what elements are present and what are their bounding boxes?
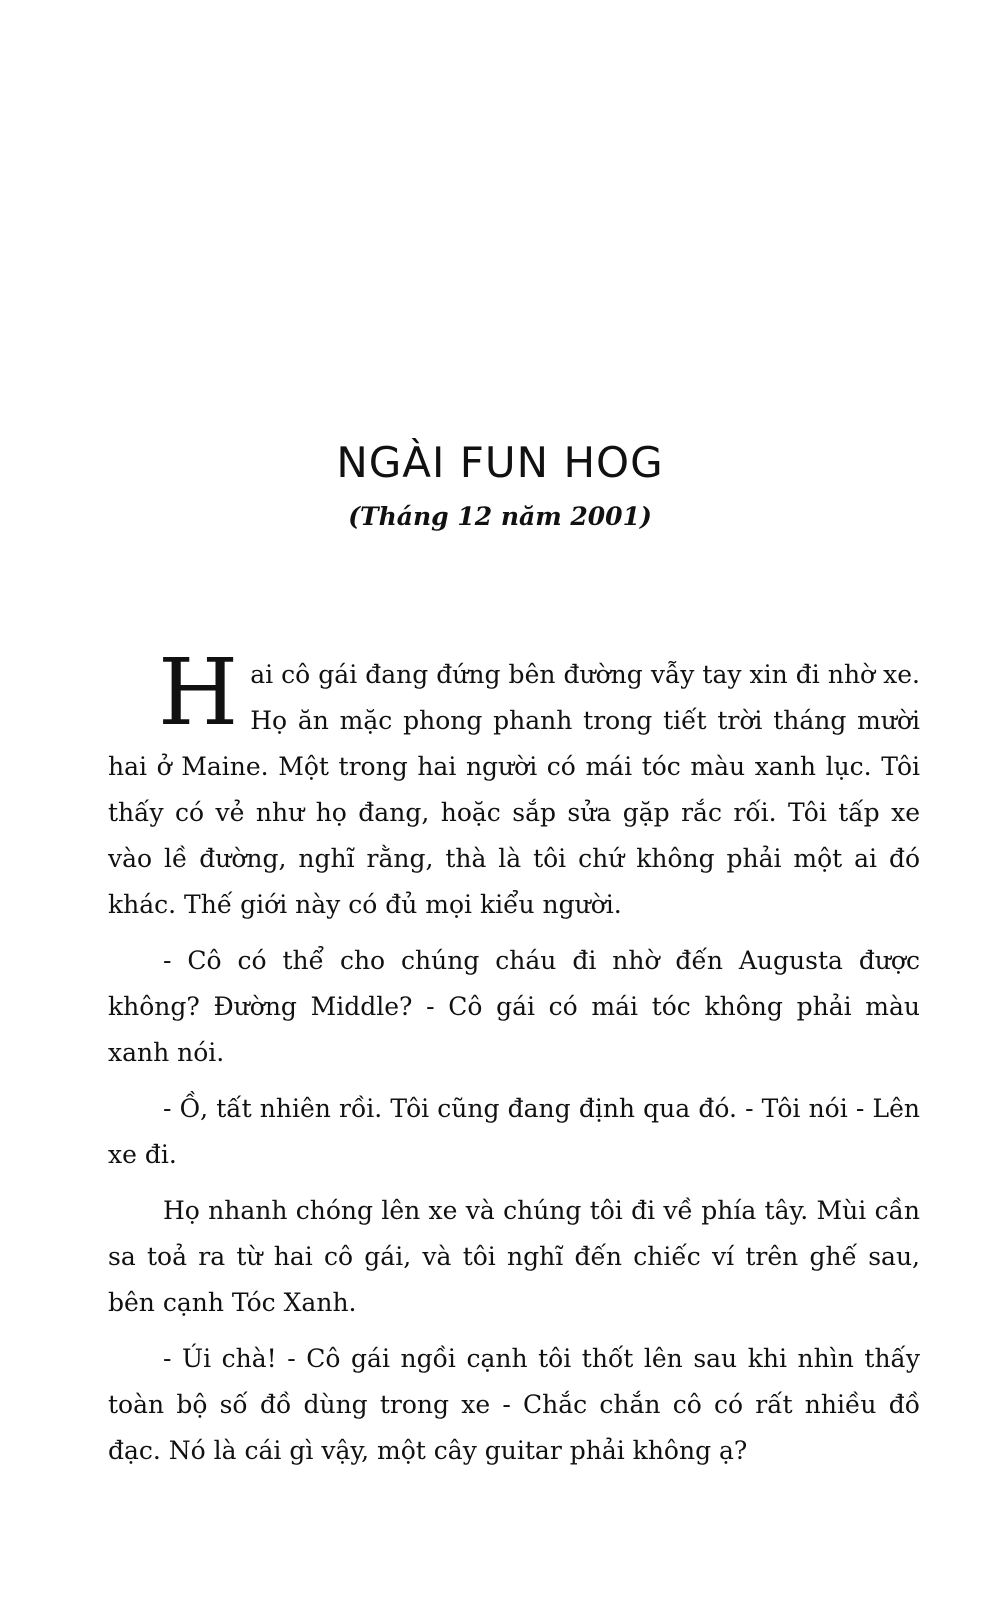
- paragraph: - Úi chà! - Cô gái ngồi cạnh tôi thốt lên sau khi nhìn thấy toàn bộ số đồ dùng trong xe - Chắc chắn cô có rất nhiều đồ đạc. Nó là cái gì vậy, một cây guitar phải không ạ?: [108, 1344, 920, 1465]
- paragraph: - Ồ, tất nhiên rồi. Tôi cũng đang định qua đó. - Tôi nói - Lên xe đi.: [108, 1094, 920, 1169]
- paragraph: Họ nhanh chóng lên xe và chúng tôi đi về phía tây. Mùi cần sa toả ra từ hai cô gái, và tôi nghĩ đến chiếc ví trên ghế sau, bên cạnh Tóc Xanh.: [108, 1196, 920, 1317]
- chapter-body: [108, 639, 920, 1484]
- chapter-date: (Tháng 12 năm 2001): [348, 502, 652, 531]
- drop-cap: H: [158, 639, 239, 746]
- paragraph: - Cô có thể cho chúng cháu đi nhờ đến Augusta được không? Đường Middle? - Cô gái có mái tóc không phải màu xanh nói.: [108, 946, 920, 1067]
- chapter-title: NGÀI FUN HOG: [336, 438, 664, 487]
- opening-paragraph: [108, 639, 920, 928]
- opening-paragraph-text: ai cô gái đang đứng bên đường vẫy tay xin đi nhờ xe. Họ ăn mặc phong phanh trong tiết trời tháng mười hai ở Maine. Một trong hai người có mái tóc màu xanh lục. Tôi thấy có vẻ như họ đang, hoặc sắp sửa gặp rắc rối. Tôi tấp xe vào lề đường, nghĩ rằng, thà là tôi chứ không phải một ai đó khác. Thế giới này có đủ mọi kiểu người.: [108, 660, 920, 919]
